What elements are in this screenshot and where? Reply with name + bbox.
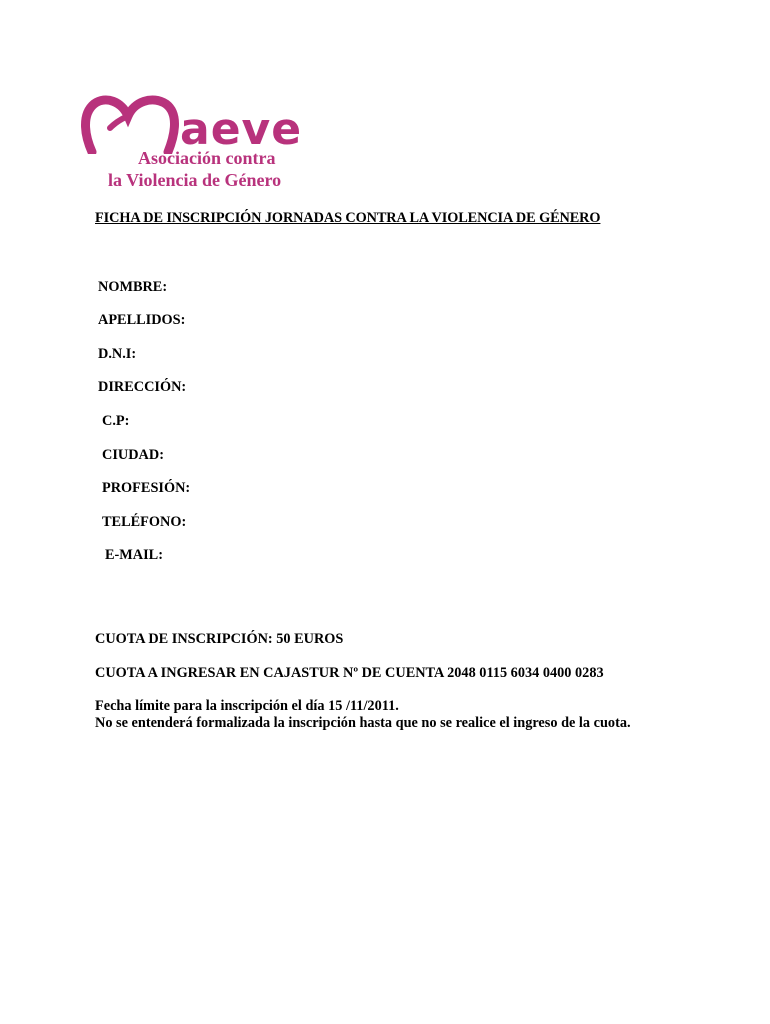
field-profesion: PROFESIÓN: — [102, 480, 191, 496]
brand-tagline-1: Asociación contra — [138, 148, 276, 168]
form-title: FICHA DE INSCRIPCIÓN JORNADAS CONTRA LA VIOLENCIA DE GÉNERO — [95, 210, 601, 226]
field-nombre: NOMBRE: — [98, 279, 168, 295]
field-direccion: DIRECCIÓN: — [98, 379, 187, 395]
field-dni: D.N.I: — [98, 346, 137, 362]
field-cp: C.P: — [102, 413, 130, 429]
brand-wordmark: aeve — [180, 104, 303, 154]
maeve-logo — [80, 94, 360, 190]
maeve-logo-mark — [80, 94, 360, 154]
notice-line: No se entenderá formalizada la inscripción hasta que no se realice el ingreso de la cuota. — [95, 715, 631, 731]
field-apellidos: APELLIDOS: — [98, 312, 186, 328]
fee-line: CUOTA DE INSCRIPCIÓN: 50 EUROS — [95, 631, 344, 647]
field-ciudad: CIUDAD: — [102, 447, 164, 463]
field-email: E-MAIL: — [105, 547, 163, 563]
deadline-line: Fecha límite para la inscripción el día 15 /11/2011. — [95, 698, 399, 714]
heart-m-shape — [86, 100, 175, 152]
field-telefono: TELÉFONO: — [102, 514, 187, 530]
account-line: CUOTA A INGRESAR EN CAJASTUR Nº DE CUENTA 2048 0115 6034 0400 0283 — [95, 665, 604, 681]
brand-tagline-2: la Violencia de Género — [108, 170, 282, 190]
